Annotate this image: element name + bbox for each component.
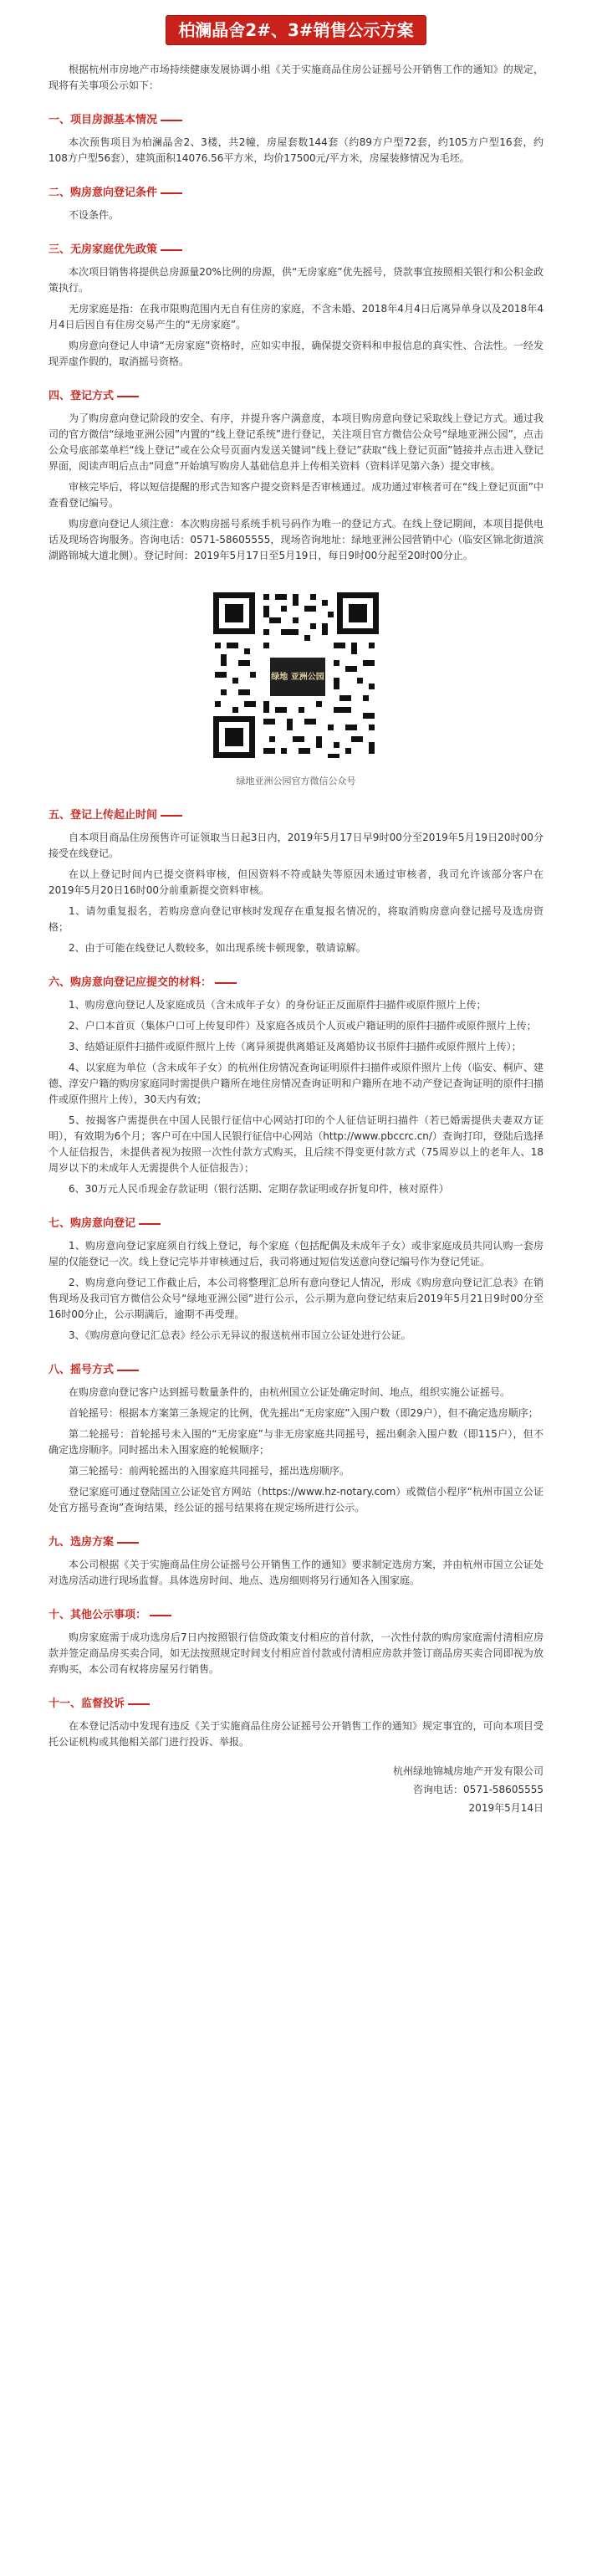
section-4-paragraph: 审核完毕后，将以短信提醒的形式告知客户提交资料是否审核通过。成功通过审核者可在“线上登记页面”中查看登记编号。 bbox=[48, 481, 544, 509]
section-8-paragraph: 登记家庭可通过登陆国立公证处官方网站（https://www.hz-notary.com）或微信小程序“杭州市国立公证处官方摇号查询”查询结果，经公证的摇号结果将在规定场所进行公示。 bbox=[48, 1486, 544, 1513]
section-heading-9 bbox=[48, 1534, 544, 1550]
section-heading-7-text: 七、购房意向登记 bbox=[48, 1217, 136, 1230]
section-heading-4-text: 四、登记方式 bbox=[48, 390, 115, 402]
section-8-paragraph: 首轮摇号：根据本方案第三条规定的比例，优先摇出“无房家庭”入围户数（即29户），但不确定选房顺序； bbox=[69, 1407, 538, 1419]
section-3-paragraph: 本次项目销售将提供总房源量20%比例的房源，供“无房家庭”优先摇号，贷款事宜按照相关银行和公积金政策执行。 bbox=[48, 266, 544, 294]
section-8-paragraph: 在购房意向登记客户达到摇号数量条件的，由杭州国立公证处确定时间、地点，组织实施公证摇号。 bbox=[69, 1386, 511, 1398]
section-heading-6 bbox=[48, 975, 544, 991]
section-heading-4 bbox=[48, 388, 544, 404]
section-3-paragraph: 购房意向登记人申请“无房家庭”资格时，应如实申报，确保提交资料和申报信息的真实性、合法性。一经发现弄虚作假的，取消摇号资格。 bbox=[48, 340, 544, 367]
section-1-body: 本次预售项目为柏澜晶舍2、3楼，共2幢，房屋套数144套（约89方户型72套，约105方户型16套，约108方户型56套），建筑面积14076.56平方米，均价17500元/平方米，房屋装修情况为毛坯。 bbox=[48, 136, 544, 164]
section-5-paragraph: 1、请勿重复报名，若购房意向登记审核时发现存在重复报名情况的，将取消购房意向登记摇号及选房资格； bbox=[48, 905, 544, 933]
section-8-paragraph: 第二轮摇号：首轮摇号未入围的“无房家庭”与非无房家庭共同摇号，摇出剩余入围户数（即115户），但不确定选房顺序。同时摇出未入围家庭的轮候顺序； bbox=[48, 1428, 544, 1456]
heading-underline bbox=[128, 1703, 150, 1705]
intro-paragraph: 根据杭州市房地产市场持续健康发展协调小组《关于实施商品住房公证摇号公开销售工作的通知》的规定，现将有关事项公示如下： bbox=[48, 64, 544, 91]
section-heading-7 bbox=[48, 1216, 544, 1232]
section-heading-1 bbox=[48, 112, 544, 128]
section-7-paragraph: 1、购房意向登记家庭须自行线上登记，每个家庭（包括配偶及未成年子女）或非家庭成员共同认购一套房屋的仅能登记一次。线上登记完毕并审核通过后，我司将通过短信发送意向登记编号作为登记凭证。 bbox=[48, 1240, 544, 1268]
section-heading-1-text: 一、项目房源基本情况 bbox=[48, 114, 158, 126]
heading-underline bbox=[117, 1542, 139, 1544]
section-7-paragraph: 2、购房意向登记工作截止后，本公司将整理汇总所有意向登记人情况，形成《购房意向登记汇总表》在销售现场及我司官方微信公众号“绿地亚洲公园”进行公示，公示期为意向登记结束后2019年5月21日9时00分至16时00分止，公示期满后，逾期不再受理。 bbox=[48, 1277, 544, 1320]
section-4-paragraph: 购房意向登记人须注意：本次购房摇号系统手机号码作为唯一的登记方式。在线上登记期间，本项目提供电话及现场咨询服务。咨询电话：0571-58605555，现场咨询地址：绿地亚洲公园营销中心（临安区锦北街道滨湖路锦城大道北侧）。登记时间：2019年5月17日至5月19日，每日9时00分起至20时00分止。 bbox=[48, 518, 544, 561]
heading-underline bbox=[117, 396, 139, 397]
materials-item: 3、结婚证原件扫描件或原件照片上传（离异须提供离婚证及离婚协议书原件扫描件或原件照片上传）； bbox=[69, 1041, 522, 1052]
section-heading-10-text: 十、其他公示事项： bbox=[48, 1609, 147, 1621]
section-heading-5 bbox=[48, 807, 544, 823]
document-body bbox=[48, 62, 544, 1817]
section-11-paragraph: 在本登记活动中发现有违反《关于实施商品住房公证摇号公开销售工作的通知》规定事宜的，可向本项目受托公证机构或其他相关部门进行投诉、举报。 bbox=[48, 1720, 544, 1748]
page-title: 柏澜晶舍2#、3#销售公示方案 bbox=[166, 15, 426, 45]
section-5-paragraph: 自本项目商品住房预售许可证领取当日起3日内，2019年5月17日早9时00分至2019年5月19日20时00分接受在线登记。 bbox=[48, 832, 544, 859]
wechat-qr-code[interactable] bbox=[208, 587, 384, 763]
section-heading-11-text: 十一、监督投诉 bbox=[48, 1698, 125, 1710]
section-7-paragraph: 3、《购房意向登记汇总表》经公示无异议的报送杭州市国立公证处进行公证。 bbox=[69, 1329, 411, 1341]
section-heading-6-text: 六、购房意向登记应提交的材料： bbox=[48, 976, 212, 989]
section-5-paragraph: 在以上登记时间内已提交资料审核，但因资料不符或缺失等原因未通过审核者，我司允许该部分客户在2019年5月20日16时00分前重新提交资料审核。 bbox=[48, 868, 544, 896]
section-3-paragraph: 无房家庭是指：在我市限购范围内无自有住房的家庭，不含未婚、2018年4月4日后离异单身以及2018年4月4日后因自有住房交易产生的“无房家庭”。 bbox=[48, 303, 544, 330]
brand-logo-icon: 绿地 亚洲公园 bbox=[268, 656, 327, 698]
section-heading-9-text: 九、选房方案 bbox=[48, 1536, 115, 1549]
materials-item: 5、按揭客户需提供在中国人民银行征信中心网站打印的个人征信证明扫描件（若已婚需提供夫妻双方证明），有效期为6个月；客户可在中国人民银行征信中心网站（http://www.pbccrc.cn/）查询打印，登陆后选择个人征信报告，未提供者视为按照一次性付款方式购买，且后续不得变更付款方式（75周岁以上的老年人、18周岁以下的未成年人无需提供个人征信报告）； bbox=[48, 1114, 544, 1174]
materials-item: 2、户口本首页（集体户口可上传复印件）及家庭各成员个人页或户籍证明的原件扫描件或原件照片上传； bbox=[69, 1020, 537, 1032]
company-name: 杭州绿地锦城房地产开发有限公司 bbox=[392, 1765, 544, 1777]
section-4-paragraph: 为了购房意向登记阶段的安全、有序，并提升客户满意度，本项目购房意向登记采取线上登记方式。通过我司的官方微信“绿地亚洲公园”内置的“线上登记系统”进行登记，关注项目官方微信公众号“绿地亚洲公园”，点击公众号底部菜单栏“线上登记”或在公众号页面内发送关键词“线上登记”获取“线上登记页面”链接并点击进入登记界面，阅读声明后点击“同意”开始填写购房人基础信息并上传相关资料（资料详见第六条）提交审核。 bbox=[48, 412, 544, 472]
title-wrap bbox=[0, 15, 592, 45]
materials-item: 1、购房意向登记人及家庭成员（含未成年子女）的身份证正反面原件扫描件或原件照片上传； bbox=[69, 999, 487, 1011]
section-9-paragraph: 本公司根据《关于实施商品住房公证摇号公开销售工作的通知》要求制定选房方案，并由杭州市国立公证处对选房活动进行现场监督。具体选房时间、地点、选房细则将另行通知各入围家庭。 bbox=[48, 1559, 544, 1586]
materials-item: 6、30万元人民币现金存款证明（银行活期、定期存款证明或存折复印件，核对原件） bbox=[69, 1183, 449, 1195]
section-heading-11 bbox=[48, 1696, 544, 1712]
section-2-body: 不设条件。 bbox=[69, 209, 120, 221]
heading-underline bbox=[117, 1370, 139, 1371]
heading-underline bbox=[150, 1615, 171, 1616]
qr-block bbox=[48, 587, 544, 789]
materials-item: 4、以家庭为单位（含未成年子女）的杭州住房情况查询证明原件扫描件或原件照片上传（临安、桐庐、建德、淳安户籍的购房家庭同时需提供户籍所在地住房情况查询证明和户籍所在地不动产登记查询证明的原件扫描件或原件照片上传），30天内有效； bbox=[48, 1062, 544, 1105]
section-5-paragraph: 2、由于可能在线登记人数较多，如出现系统卡顿现象，敬请谅解。 bbox=[69, 942, 366, 954]
heading-underline bbox=[161, 192, 182, 194]
section-10-paragraph: 购房家庭需于成功选房后7日内按照银行信贷政策支付相应的首付款，一次性付款的购房家庭需付清相应房款并签定商品房买卖合同，如无法按照规定时间支付相应首付款或付清相应房款并签订商品房买卖合同即视为放弃购买，本公司有权将房屋另行销售。 bbox=[48, 1631, 544, 1675]
heading-underline bbox=[215, 982, 237, 984]
heading-underline bbox=[161, 815, 182, 817]
heading-underline bbox=[161, 120, 182, 121]
section-heading-10 bbox=[48, 1607, 544, 1623]
section-heading-3-text: 三、无房家庭优先政策 bbox=[48, 243, 158, 256]
section-heading-8-text: 八、摇号方式 bbox=[48, 1364, 115, 1376]
section-heading-3 bbox=[48, 242, 544, 258]
contact-phone: 咨询电话：0571-58605555 bbox=[413, 1784, 544, 1795]
section-8-paragraph: 第三轮摇号：前两轮摇出的入围家庭共同摇号，摇出选房顺序。 bbox=[69, 1465, 350, 1477]
section-heading-2-text: 二、购房意向登记条件 bbox=[48, 187, 158, 199]
section-heading-8 bbox=[48, 1362, 544, 1378]
issue-date: 2019年5月14日 bbox=[468, 1802, 544, 1814]
heading-underline bbox=[139, 1223, 161, 1225]
qr-caption: 绿地亚洲公园官方微信公众号 bbox=[236, 776, 356, 786]
section-heading-2 bbox=[48, 185, 544, 201]
heading-underline bbox=[161, 249, 182, 251]
signature-block bbox=[48, 1762, 544, 1817]
section-heading-5-text: 五、登记上传起止时间 bbox=[48, 809, 158, 822]
